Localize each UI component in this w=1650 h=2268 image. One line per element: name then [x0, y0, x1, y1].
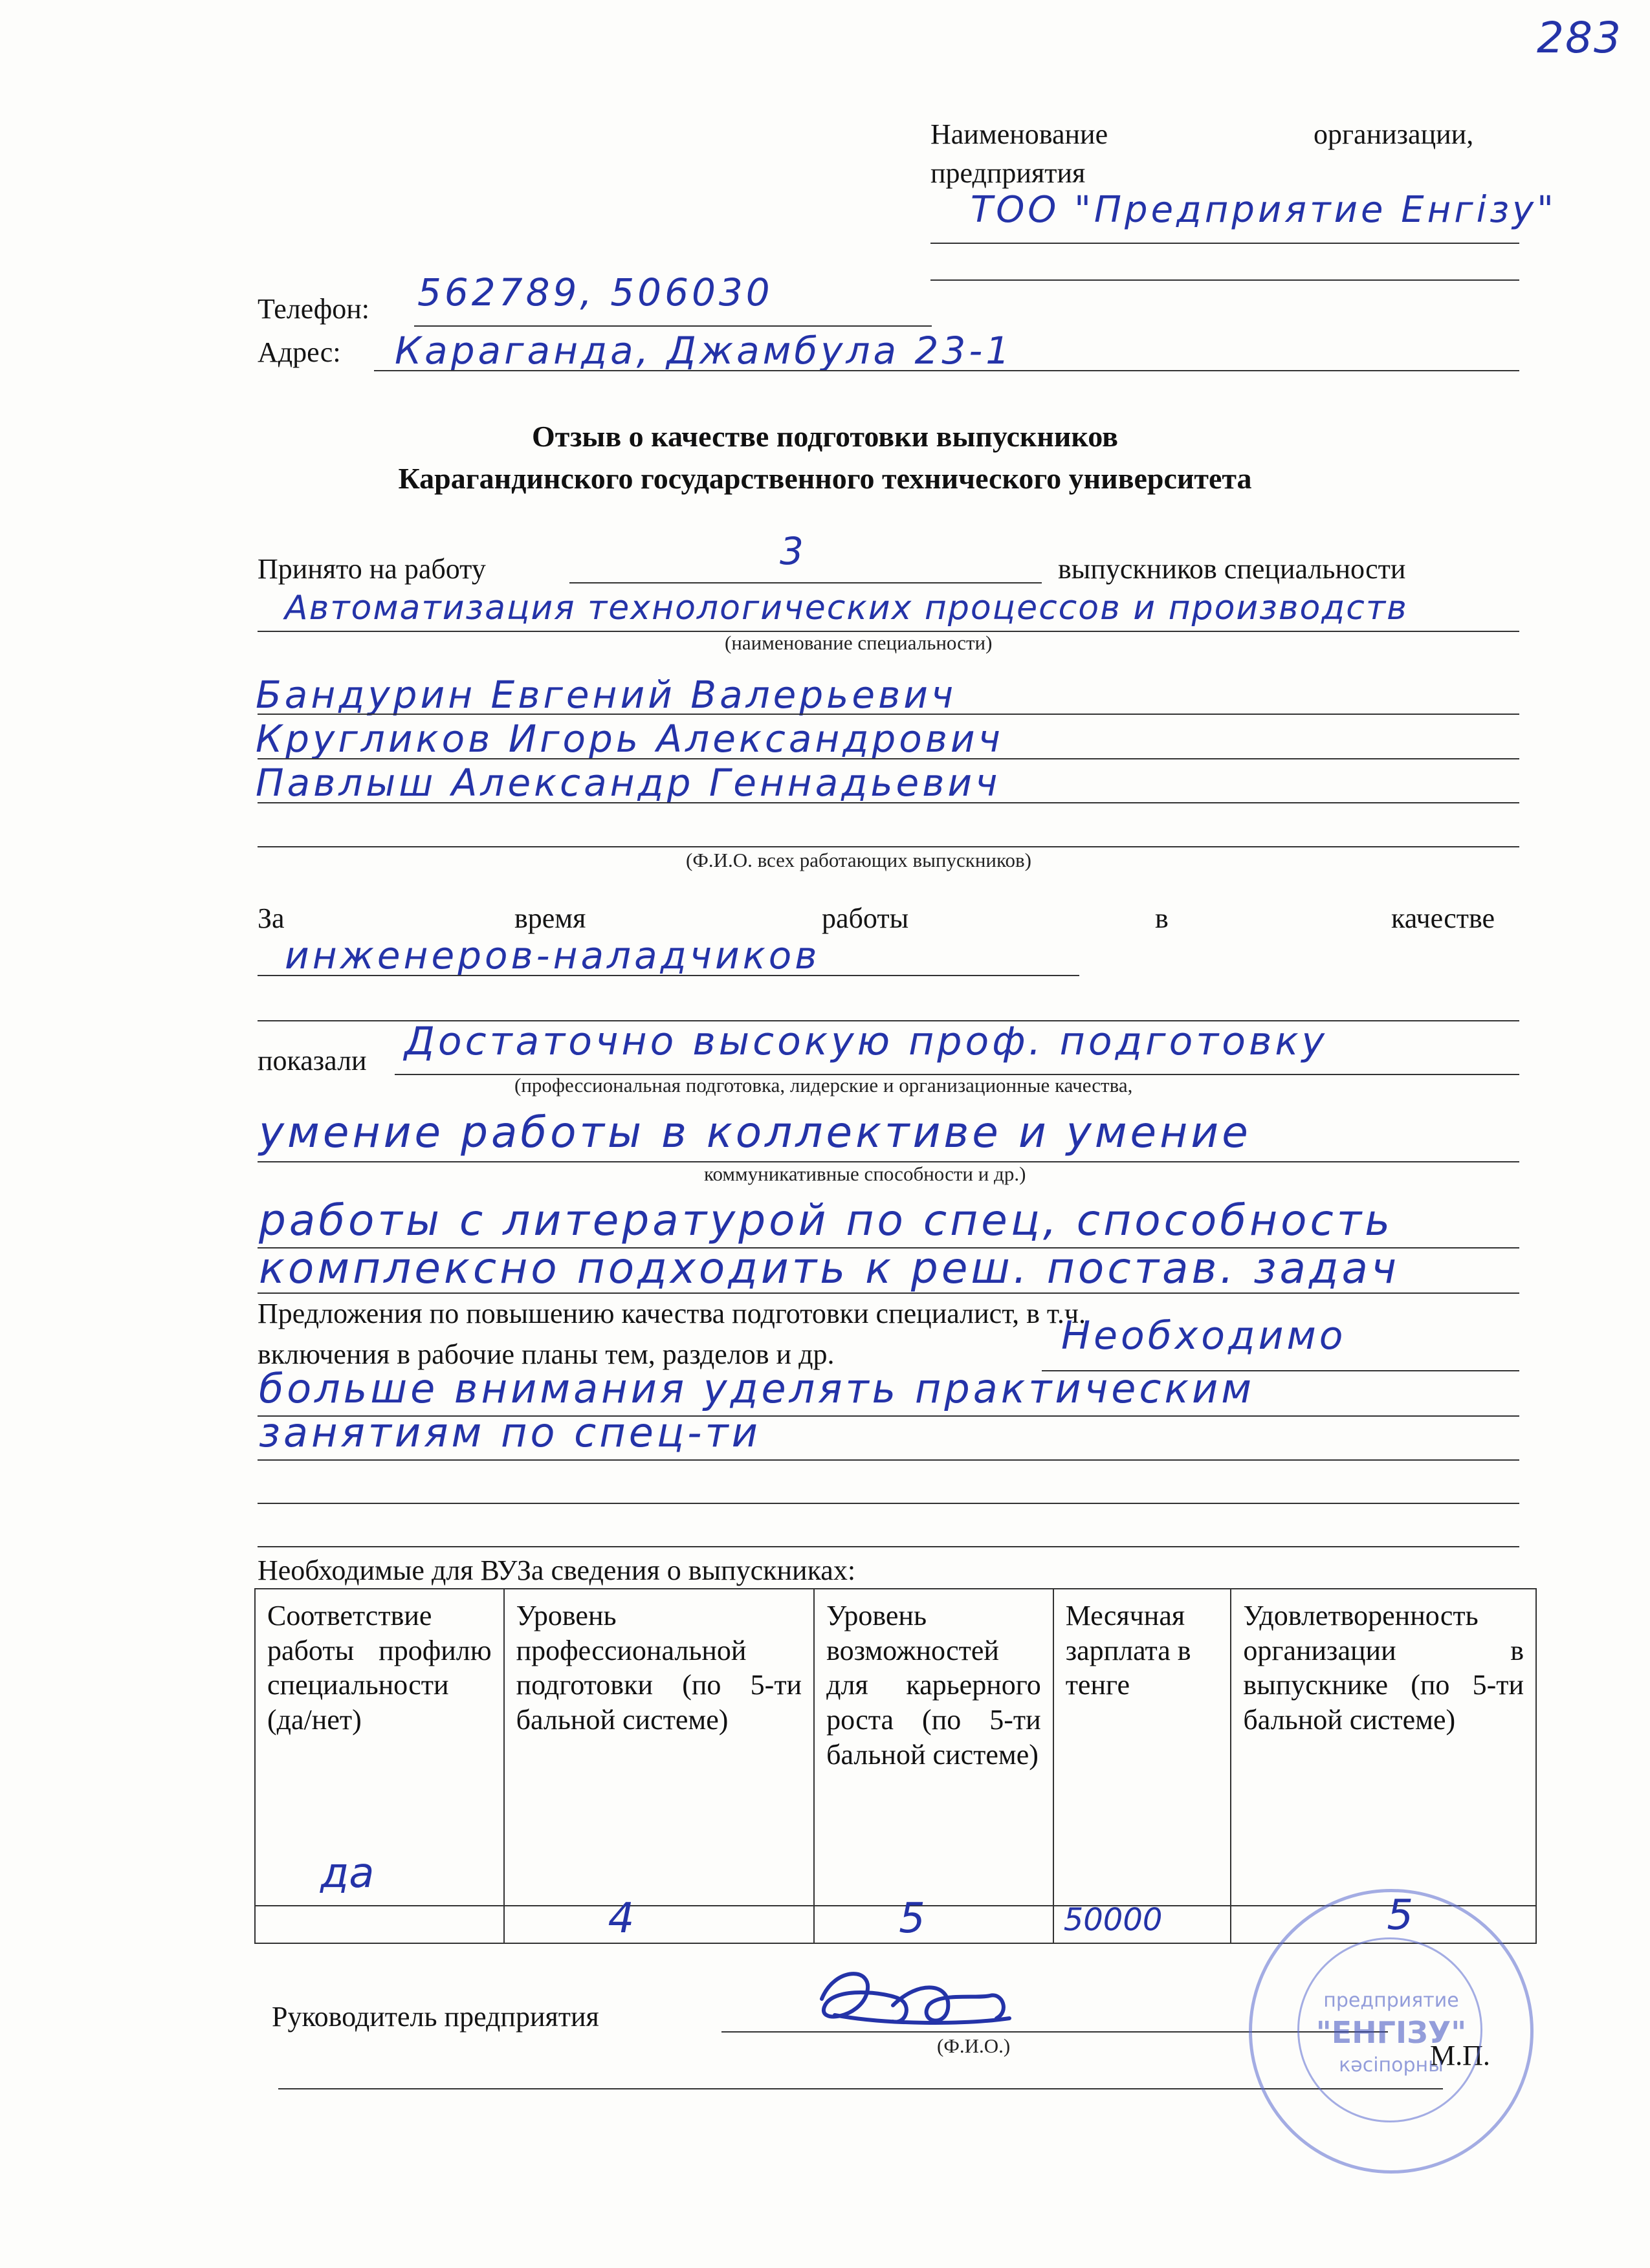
seal-text-top: предприятие	[1323, 1989, 1459, 2012]
proposals-label-line1: Предложения по повышению качества подготовки специалист, в т.ч.	[258, 1298, 1086, 1329]
showed-underline-4	[258, 1292, 1519, 1294]
graduates-caption: (Ф.И.О. всех работающих выпускников)	[686, 849, 1031, 871]
signature	[796, 1954, 1068, 2051]
work-as-word-4: в	[1155, 902, 1169, 934]
org-name-value: ТОО "Предприятие Енгізу"	[971, 189, 1557, 231]
work-as-word-3: работы	[822, 902, 909, 934]
table-caption: Необходимые для ВУЗа сведения о выпускниках:	[258, 1554, 856, 1586]
graduate-underline-1	[258, 714, 1519, 715]
phone-value: 562789, 506030	[417, 270, 773, 314]
org-label-part1: Наименование	[930, 118, 1108, 150]
value-satisfaction: 5	[1387, 1892, 1414, 1939]
org-underline-1	[930, 243, 1519, 244]
work-as-underline-1	[258, 975, 1079, 976]
document-title-line2: Карагандинского государственного технического университета	[398, 462, 1252, 495]
graduate-underline-3	[258, 802, 1519, 803]
header-salary: Месячная зарплата в тенге	[1053, 1589, 1231, 1906]
proposals-underline-4	[258, 1503, 1519, 1504]
graduates-info-table	[254, 1588, 1537, 1944]
hired-label-after: выпускников специальности	[1058, 553, 1406, 585]
hired-count: 3	[780, 529, 807, 573]
graduate-name-3: Павлыш Александр Геннадьевич	[256, 761, 1001, 805]
seal-text-bottom: кәсіпорны	[1339, 2054, 1444, 2077]
graduate-name-2: Кругликов Игорь Александрович	[256, 717, 1004, 761]
phone-label: Телефон:	[258, 293, 370, 325]
address-underline	[374, 370, 1519, 371]
org-label-part2: организации,	[1314, 118, 1474, 150]
proposals-value-1: Необходимо	[1061, 1313, 1347, 1358]
proposals-underline-3	[258, 1459, 1519, 1461]
value-prof-level: 4	[608, 1895, 635, 1943]
graduate-underline-2	[258, 758, 1519, 759]
specialty-value: Автоматизация технологических процессов и производств	[285, 589, 1408, 627]
specialty-caption: (наименование специальности)	[725, 631, 993, 654]
org-underline-2	[930, 279, 1519, 281]
showed-caption-2: коммуникативные способности и др.)	[704, 1162, 1026, 1185]
org-label-line2: предприятия	[930, 157, 1086, 189]
proposals-value-3: занятиям по спец-ти	[259, 1409, 761, 1456]
showed-line1: Достаточно высокую проф. подготовку	[404, 1019, 1328, 1064]
work-as-word-5: качестве	[1391, 902, 1495, 934]
page-number: 283	[1537, 13, 1622, 63]
mp-label: М.П.	[1430, 2040, 1490, 2071]
header-career-growth: Уровень возможностей для карьерного роста (по 5-ти бальной системе)	[814, 1589, 1053, 1906]
cell-salary	[1053, 1902, 1231, 1943]
cell-empty	[255, 1906, 504, 1943]
proposals-underline-5	[258, 1546, 1519, 1547]
showed-caption-1: (профессиональная подготовка, лидерские и организационные качества,	[514, 1074, 1133, 1096]
work-as-value: инженеров-наладчиков	[285, 933, 820, 977]
header-prof-level: Уровень профессиональной подготовки (по 5-ти бальной системе)	[504, 1589, 814, 1906]
work-as-word-2: время	[514, 902, 586, 934]
header-profile-match	[255, 1589, 504, 1906]
address-label: Адрес:	[258, 336, 341, 368]
cell-prof-level	[504, 1895, 814, 1943]
seal-text-name: "ЕНГІЗУ"	[1315, 2015, 1467, 2050]
graduate-name-1: Бандурин Евгений Валерьевич	[256, 673, 957, 717]
address-value: Караганда, Джамбула 23-1	[395, 329, 1013, 373]
proposals-label-line2: включения в рабочие планы тем, разделов и др.	[258, 1338, 835, 1370]
work-as-word-1: За	[258, 902, 285, 934]
value-salary: 50000	[1063, 1902, 1163, 1938]
cell-career-growth	[814, 1895, 1053, 1943]
table-header-row	[255, 1589, 1536, 1906]
header-profile-match-label: Соответствие работы профилю специальности (да/нет)	[267, 1600, 492, 1736]
showed-line4: комплексно подходить к реш. постав. задач	[259, 1243, 1400, 1293]
value-profile-match: да	[320, 1849, 375, 1897]
fio-caption: (Ф.И.О.)	[937, 2034, 1011, 2057]
organization-seal	[1249, 1889, 1534, 2174]
header-satisfaction: Удовлетворенность организации в выпускнике (по 5-ти бальной системе)	[1231, 1589, 1536, 1906]
value-career-growth: 5	[899, 1895, 925, 1943]
hired-label: Принято на работу	[258, 553, 486, 585]
graduate-underline-4	[258, 846, 1519, 847]
hired-count-underline	[569, 582, 1042, 583]
showed-line3: работы с литературой по спец, способность	[259, 1195, 1394, 1245]
showed-label: показали	[258, 1045, 367, 1076]
proposals-value-2: больше внимания уделять практическим	[259, 1365, 1255, 1412]
document-title-line1: Отзыв о качестве подготовки выпускников	[532, 420, 1118, 453]
phone-underline	[414, 325, 932, 327]
showed-line2: умение работы в коллективе и умение	[259, 1107, 1251, 1157]
head-label: Руководитель предприятия	[272, 2001, 599, 2033]
